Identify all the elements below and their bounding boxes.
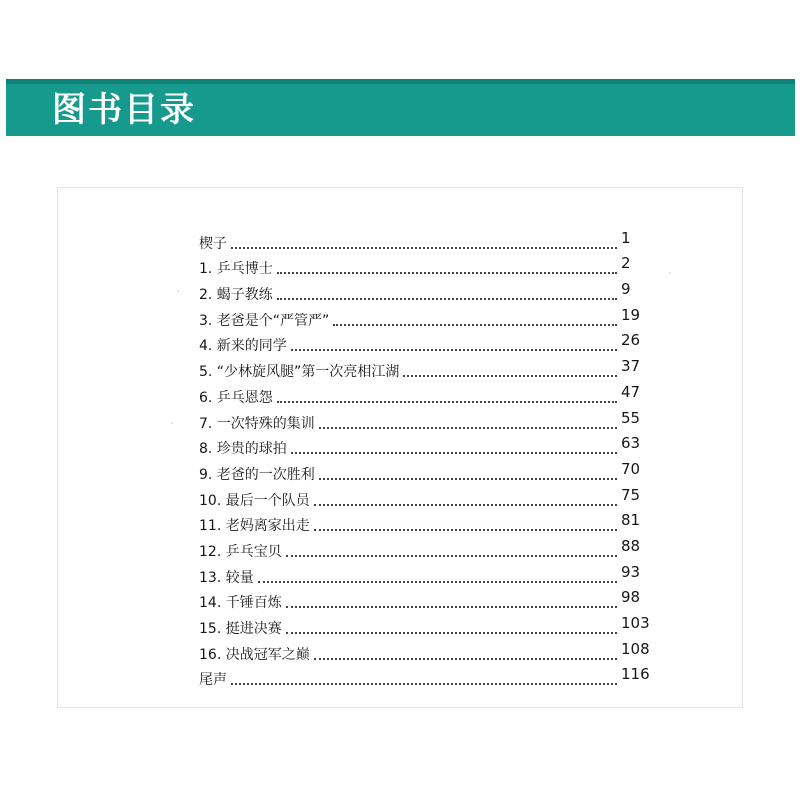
- toc-leader-dots: [286, 606, 617, 608]
- toc-entry: [199, 535, 659, 561]
- toc-leader-dots: [319, 427, 617, 429]
- toc-entry: [199, 355, 659, 381]
- toc-leader-dots: [286, 632, 617, 634]
- toc-entry-page: 88: [621, 536, 641, 555]
- scan-artifact: ·: [668, 266, 673, 282]
- scanned-toc-page: [57, 187, 743, 708]
- toc-entry-title: 11. 老妈离家出走: [199, 518, 310, 535]
- toc-entry-title: 12. 乒乓宝贝: [199, 543, 282, 560]
- toc-entry: [199, 612, 659, 638]
- toc-entry-title: 1. 乒乓博士: [199, 261, 273, 278]
- table-of-contents: [199, 227, 659, 689]
- toc-entry-page: 55: [621, 408, 641, 427]
- toc-leader-dots: [291, 349, 617, 351]
- toc-leader-dots: [314, 658, 617, 660]
- toc-entry: [199, 253, 659, 279]
- toc-entry-page: 116: [621, 665, 650, 684]
- toc-entry-page: 19: [621, 305, 641, 324]
- toc-entry: [199, 407, 659, 433]
- toc-entry-page: 2: [621, 254, 631, 273]
- toc-entry-page: 81: [621, 511, 641, 530]
- toc-leader-dots: [277, 401, 617, 403]
- toc-entry-title: 16. 决战冠军之巅: [199, 646, 310, 663]
- toc-leader-dots: [231, 683, 617, 685]
- toc-entry: [199, 458, 659, 484]
- toc-entry-title: 8. 珍贵的球拍: [199, 441, 287, 458]
- toc-entry-title: 楔子: [199, 235, 227, 252]
- toc-entry-title: 2. 蝎子教练: [199, 287, 273, 304]
- toc-entry-title: 9. 老爸的一次胜利: [199, 466, 315, 483]
- toc-entry-title: 15. 挺进决赛: [199, 621, 282, 637]
- toc-entry: [199, 330, 659, 356]
- toc-entry-title: 3. 老爸是个“严管严”: [199, 312, 330, 329]
- toc-entry-page: 9: [621, 280, 631, 299]
- toc-entry-page: 98: [621, 588, 641, 607]
- toc-entry-title: 6. 乒乓恩怨: [199, 389, 273, 406]
- toc-entry-page: 108: [621, 639, 650, 658]
- toc-leader-dots: [277, 298, 617, 300]
- toc-leader-dots: [258, 581, 617, 583]
- toc-leader-dots: [231, 247, 617, 249]
- toc-entry-page: 75: [621, 485, 641, 504]
- toc-leader-dots: [277, 272, 617, 274]
- page-title: 图书目录: [52, 90, 196, 130]
- toc-entry-title: 4. 新来的同学: [199, 338, 287, 355]
- toc-entry: [199, 587, 659, 613]
- toc-entry-title: 10. 最后一个队员: [199, 492, 310, 509]
- toc-entry: [199, 561, 659, 587]
- toc-entry: [199, 433, 659, 459]
- toc-leader-dots: [314, 529, 617, 531]
- scan-artifact: ·: [176, 284, 181, 300]
- toc-entry: [199, 227, 659, 253]
- toc-entry-page: 63: [621, 434, 641, 453]
- toc-leader-dots: [314, 504, 617, 506]
- toc-entry-page: 103: [621, 614, 650, 632]
- toc-leader-dots: [319, 478, 617, 480]
- toc-entry: [199, 484, 659, 510]
- toc-entry-title: 5. “少林旋风腿”第一次亮相江湖: [199, 364, 400, 381]
- toc-entry-title: 13. 较量: [199, 569, 254, 586]
- toc-entry: [199, 278, 659, 304]
- toc-leader-dots: [286, 555, 617, 557]
- toc-entry-title: 14. 千锤百炼: [199, 595, 282, 612]
- toc-entry: [199, 664, 659, 690]
- toc-leader-dots: [333, 324, 617, 326]
- toc-entry: [199, 381, 659, 407]
- toc-entry-page: 1: [621, 228, 631, 247]
- header-banner: [6, 79, 795, 136]
- toc-entry: [199, 510, 659, 536]
- toc-entry-page: 26: [621, 331, 641, 350]
- toc-leader-dots: [403, 375, 617, 377]
- toc-entry-page: 37: [621, 357, 641, 376]
- toc-entry: [199, 638, 659, 664]
- toc-entry-title: 尾声: [199, 672, 227, 689]
- toc-leader-dots: [291, 452, 617, 454]
- toc-entry-title: 7. 一次特殊的集训: [199, 415, 315, 432]
- scan-artifact: ·: [170, 416, 175, 432]
- toc-entry-page: 47: [621, 382, 641, 401]
- toc-entry: [199, 304, 659, 330]
- toc-entry-page: 93: [621, 562, 641, 581]
- toc-entry-page: 70: [621, 459, 641, 478]
